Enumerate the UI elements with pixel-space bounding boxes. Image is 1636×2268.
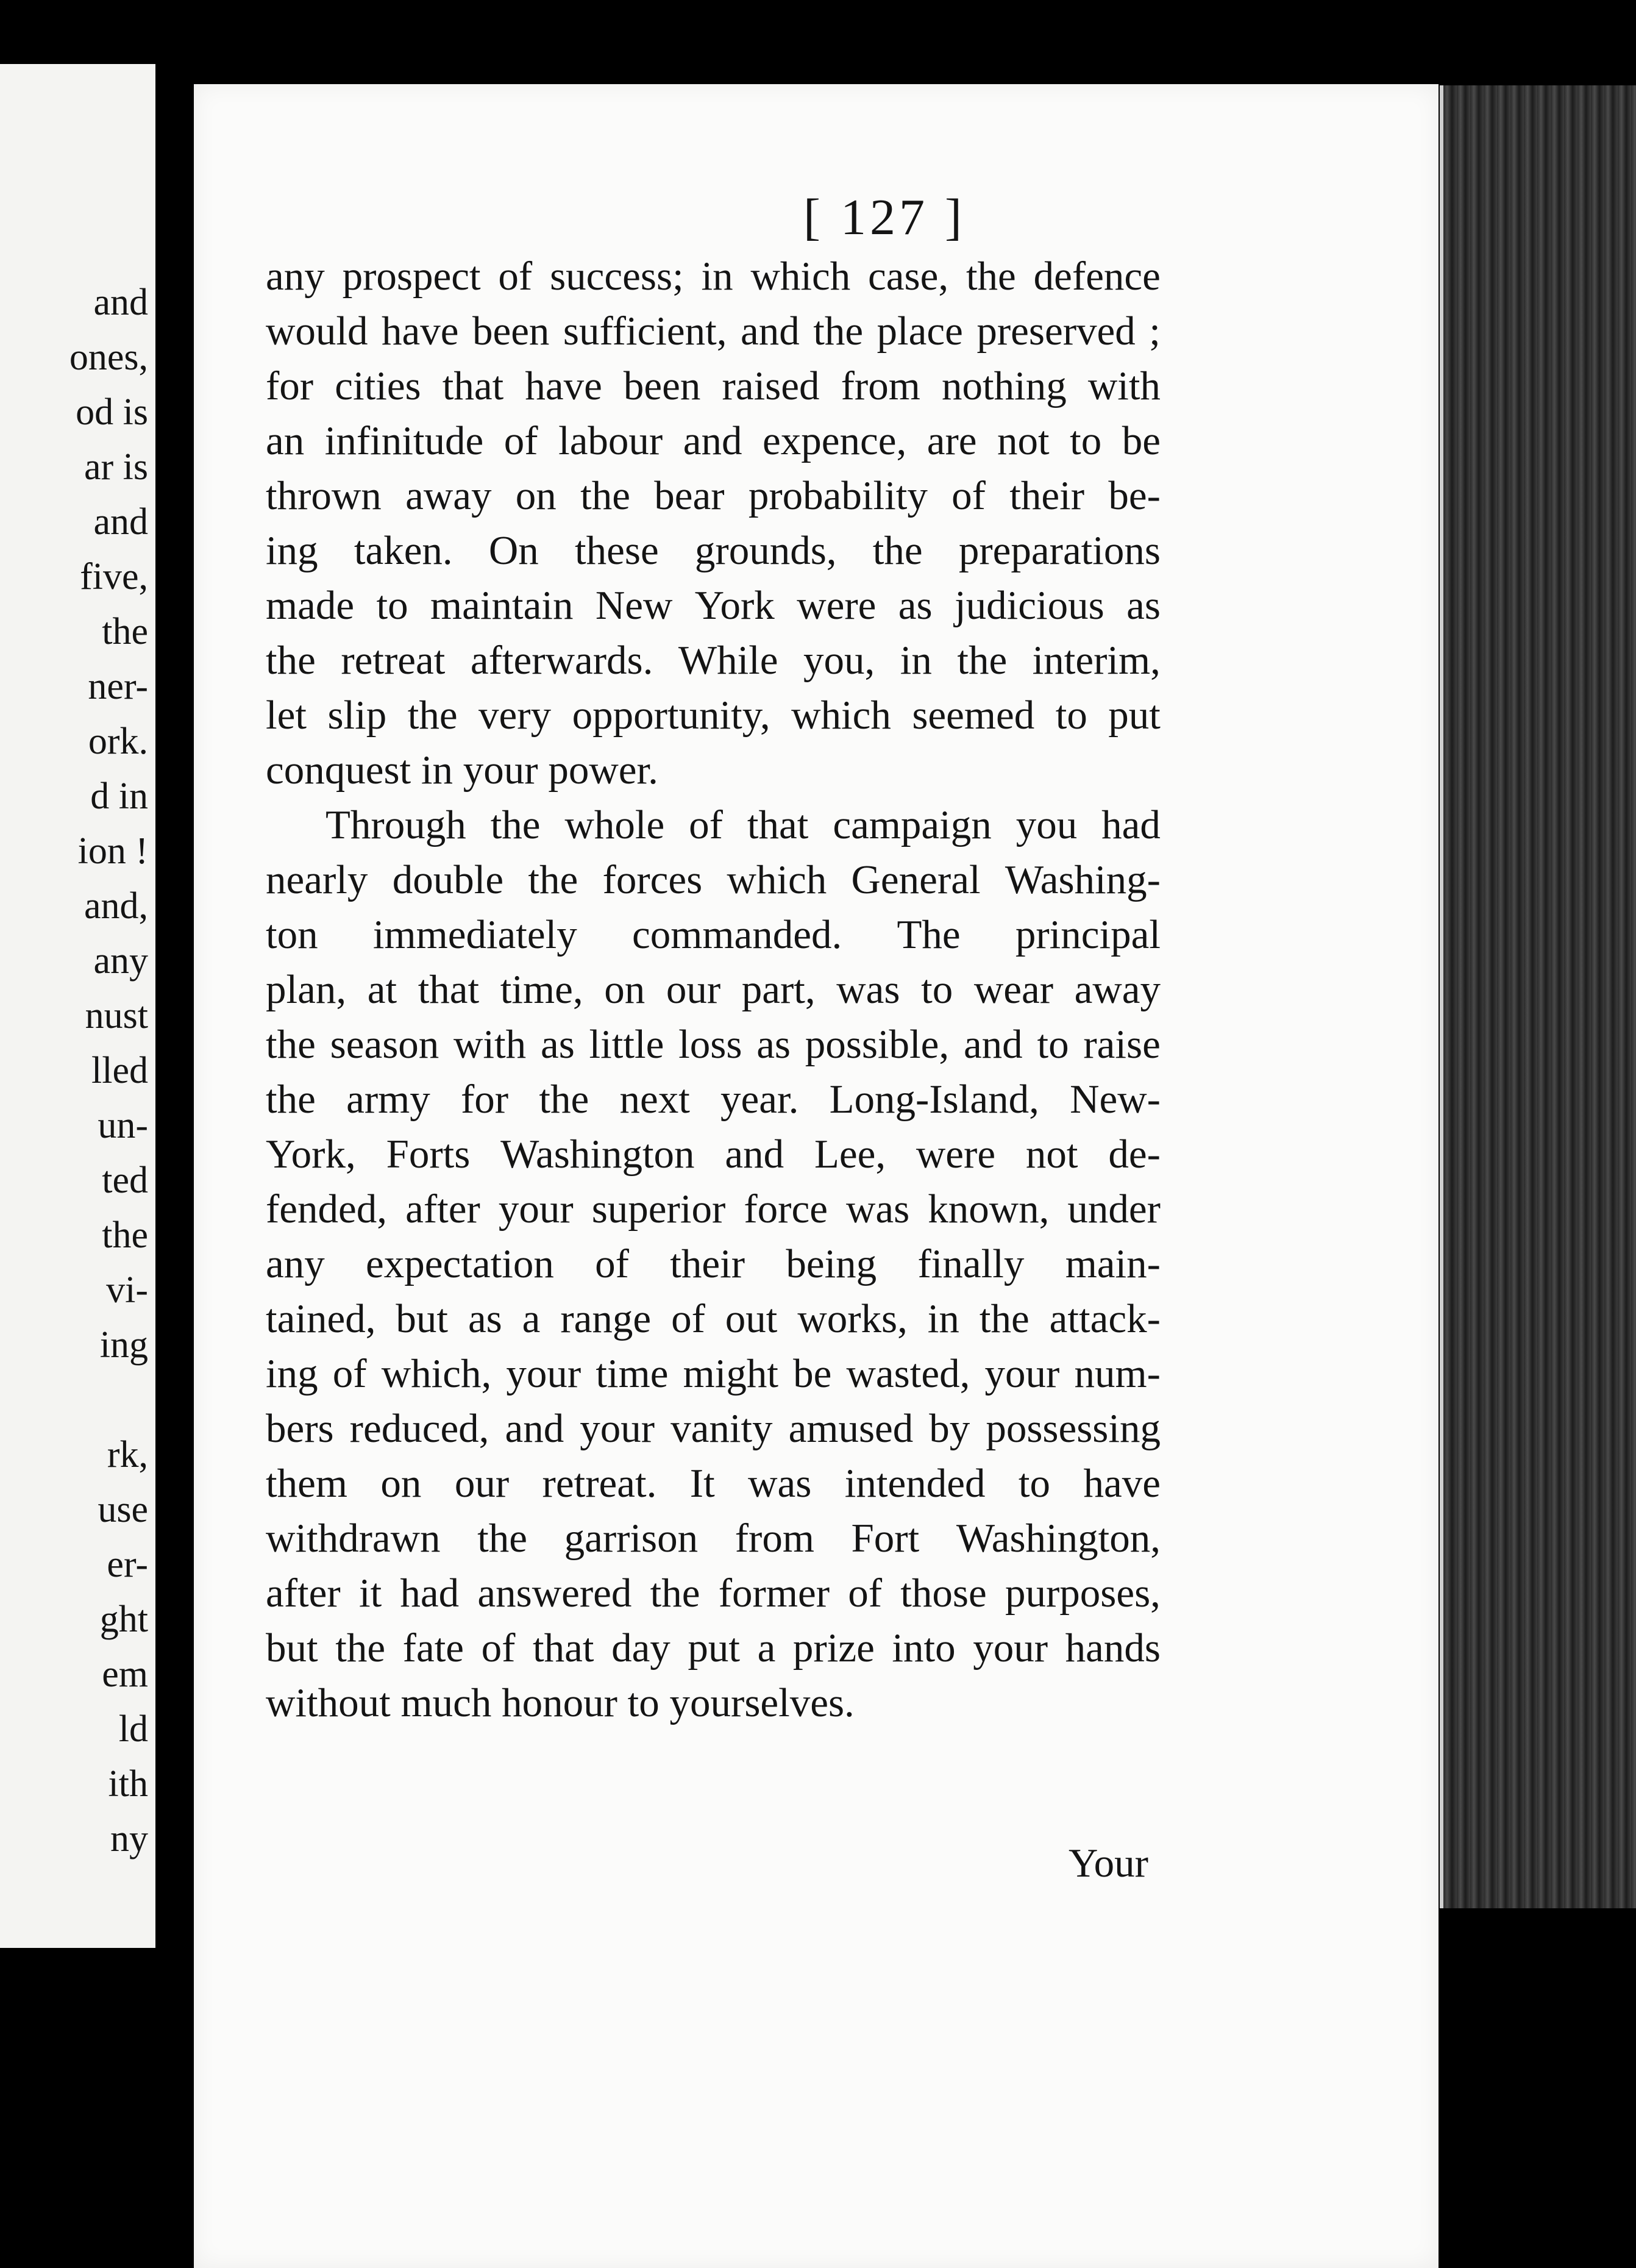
text-line: ing of which, your time might be wasted, your num- bbox=[266, 1351, 1161, 1396]
text-line: the season with as little loss as possible, and to raise bbox=[266, 1022, 1161, 1067]
left-line: ner- bbox=[88, 666, 148, 707]
left-line: ld bbox=[118, 1708, 148, 1750]
text-line: Through the whole of that campaign you had bbox=[325, 802, 1161, 847]
left-line: ion ! bbox=[77, 830, 148, 872]
text-line: tained, but as a range of out works, in the attack- bbox=[266, 1296, 1161, 1341]
text-line: made to maintain New York were as judicious as bbox=[266, 583, 1161, 628]
text-line: nearly double the forces which General Washing- bbox=[266, 857, 1161, 902]
text-line: after it had answered the former of those purposes, bbox=[266, 1571, 1161, 1616]
text-line: plan, at that time, on our part, was to wear away bbox=[266, 967, 1161, 1012]
left-line: ones, bbox=[69, 337, 148, 378]
left-line: and bbox=[93, 501, 148, 543]
book-binding bbox=[1443, 85, 1636, 1908]
text-line: let slip the very opportunity, which seemed to put bbox=[266, 693, 1161, 738]
left-line: ar is bbox=[84, 446, 148, 488]
left-line: ny bbox=[110, 1818, 148, 1860]
text-line: ing taken. On these grounds, the preparations bbox=[266, 528, 1161, 573]
text-line: any prospect of success; in which case, the defence bbox=[266, 254, 1161, 299]
text-line: without much honour to yourselves. bbox=[266, 1680, 855, 1725]
text-line: withdrawn the garrison from Fort Washington, bbox=[266, 1516, 1161, 1561]
text-line: would have been sufficient, and the place preserved ; bbox=[266, 308, 1161, 354]
left-line: any bbox=[93, 940, 148, 982]
body-text bbox=[266, 249, 1161, 1730]
text-line: conquest in your power. bbox=[266, 747, 658, 793]
left-line: and, bbox=[84, 885, 148, 927]
left-line: ing bbox=[99, 1324, 148, 1366]
text-line: ton immediately commanded. The principal bbox=[266, 912, 1161, 957]
left-line: nust bbox=[85, 995, 148, 1036]
page-number: [ 127 ] bbox=[803, 189, 966, 246]
catchword: Your bbox=[1069, 1841, 1148, 1886]
text-line: them on our retreat. It was intended to have bbox=[266, 1461, 1161, 1506]
left-line: od is bbox=[76, 391, 148, 433]
left-line: the bbox=[102, 1214, 148, 1256]
left-line: ork. bbox=[88, 721, 148, 762]
left-line: vi- bbox=[106, 1269, 148, 1311]
text-line: bers reduced, and your vanity amused by possessing bbox=[266, 1406, 1161, 1451]
left-line: er- bbox=[107, 1544, 148, 1585]
text-line: thrown away on the bear probability of their be- bbox=[266, 473, 1161, 518]
text-line: the army for the next year. Long-Island, New- bbox=[266, 1077, 1161, 1122]
left-page-fragment bbox=[0, 64, 155, 1948]
left-line: the bbox=[102, 611, 148, 652]
left-line: five, bbox=[80, 556, 148, 597]
text-line: fended, after your superior force was known, under bbox=[266, 1186, 1161, 1232]
left-line: use bbox=[98, 1489, 148, 1530]
text-line: the retreat afterwards. While you, in the interim, bbox=[266, 638, 1161, 683]
left-line: un- bbox=[98, 1105, 148, 1146]
text-line: any expectation of their being finally main- bbox=[266, 1241, 1161, 1286]
left-line: ted bbox=[102, 1160, 148, 1201]
left-line: rk, bbox=[107, 1434, 148, 1475]
text-line: but the fate of that day put a prize into your hands bbox=[266, 1625, 1161, 1671]
text-line: York, Forts Washington and Lee, were not de- bbox=[266, 1132, 1161, 1177]
left-line: and bbox=[93, 282, 148, 323]
left-line: ith bbox=[108, 1763, 148, 1805]
text-line: for cities that have been raised from nothing with bbox=[266, 363, 1161, 408]
left-line: em bbox=[102, 1653, 148, 1695]
left-line: d in bbox=[90, 776, 148, 817]
book-page bbox=[194, 84, 1439, 2268]
left-line: ght bbox=[99, 1599, 148, 1640]
text-line: an infinitude of labour and expence, are not to be bbox=[266, 418, 1161, 463]
left-line: lled bbox=[91, 1050, 148, 1091]
